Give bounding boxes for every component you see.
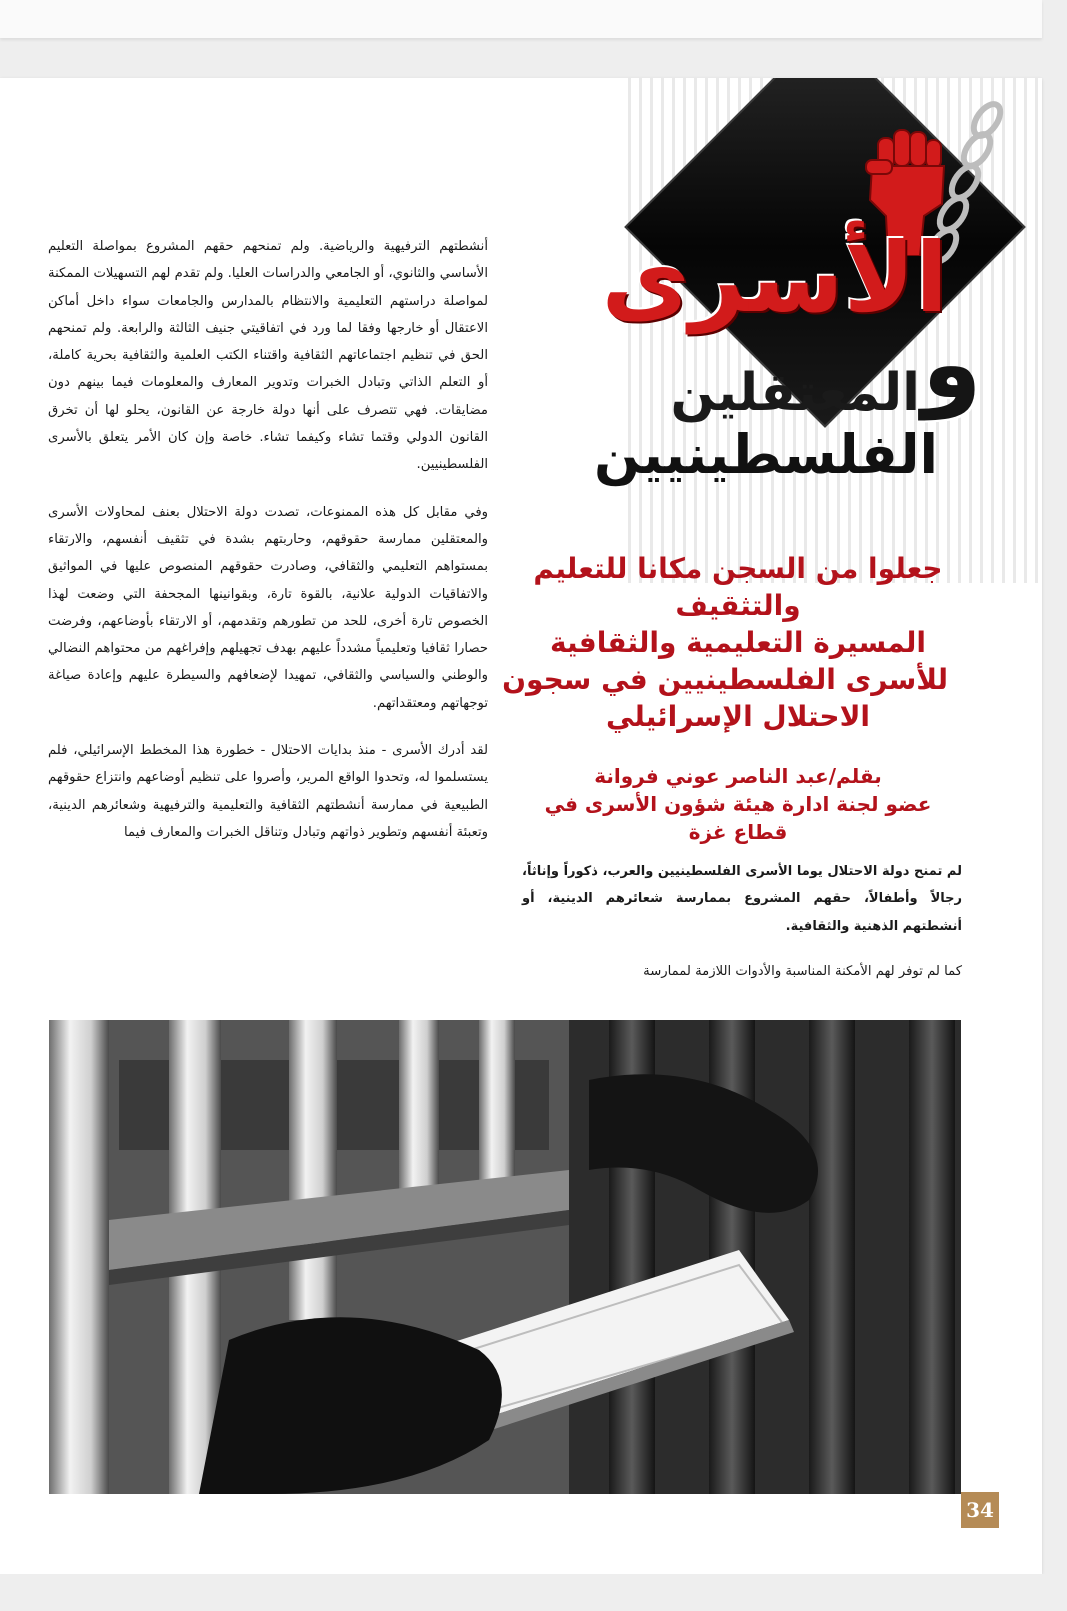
body-column-right [522,858,962,1003]
headline-line: الاحتلال الإسرائيلي [605,700,871,733]
body-column-left [48,233,488,866]
author-name: بقلم/عبد الناصر عوني فروانة [594,764,882,788]
headline-line: جعلوا من السجن مكانا للتعليم [533,552,943,585]
prison-bars-reading-photo [49,1020,961,1494]
lead-paragraph: لم تمنح دولة الاحتلال يوما الأسرى الفلسطينيين والعرب، ذكوراً وإناثاً، رجالاً وأطفالاً، حقهم المشروع بممارسة شعائرهم الدينية، أو أنشطتهم الذهنية والثقافية. [522,864,962,934]
author-title: عضو لجنة ادارة هيئة شؤون الأسرى في [544,792,932,816]
photo-illustration [49,1020,961,1494]
headline-line: والتثقيف [675,589,801,622]
body-paragraph: كما لم توفر لهم الأمكنة المناسبة والأدوات اللازمة لممارسة [643,963,962,979]
body-paragraph: لقد أدرك الأسرى - منذ بدايات الاحتلال - خطورة هذا المخطط الإسرائيلي، فلم يستسلموا له، وتحدوا الواقع المرير، وأصروا على تنظيم أوضاعهم وانتزاع حقوقهم الطبيعية في ممارسة أنشطتهم الثقافية والتعليمية والترفيهية وشعائرهم الدينية، وتعبئة أنفسهم وتطوير ذواتهم وتبادل وتناقل الخبرات والمعارف فيما [48,743,488,840]
author-location: قطاع غزة [688,820,788,844]
logo-title-line3: الفلسطينيين [593,423,938,486]
page-number-badge: 34 [961,1492,999,1528]
logo-title-line2: المعتقلين [670,363,920,423]
author-byline [528,762,948,846]
previous-page-edge [0,0,1042,38]
viewer-bottom-bar [0,1574,1067,1611]
article-headline [502,550,948,735]
logo-title-main: الأسرى [601,222,948,334]
body-paragraph: أنشطتهم الترفيهية والرياضية. ولم تمنحهم حقهم المشروع بمواصلة التعليم الأساسي والثانوي، أو الجامعي والدراسات العليا. ولم تقدم لهم التسهيلات الممكنة لمواصلة دراستهم التعليمية والانتظام بالمدارس والجامعات سواء داخل أماكن الاعتقال أو خارجها وفقا لما ورد في اتفاقيتي جنيف الثالثة والرابعة. ولم تمنحهم الحق في تنظيم اجتماعاتهم الثقافية واقتناء الكتب العلمية والثقافية بحرية كاملة، أو التعلم الذاتي وتبادل الخبرات وتدوير المعارف والمعلومات فيما بينهم دون مضايقات. فهي تتصرف على أنها دولة خارجة عن القانون، يحلو لها أن تخرق القانون الدولي وقتما تشاء وكيفما تشاء. خاصة وإن كان الأمر يتعلق بالأسرى الفلسطينيين. [48,239,488,473]
headline-line: للأسرى الفلسطينيين في سجون [502,663,948,696]
logo-title-conjunction: و [922,308,982,420]
headline-line: المسيرة التعليمية والثقافية [550,626,926,659]
body-paragraph: وفي مقابل كل هذه الممنوعات، تصدت دولة الاحتلال بعنف لمحاولات الأسرى والمعتقلين ممارسة حقوقهم، وحاربتهم بشدة في تثقيف أنفسهم، والارتقاء بمستواهم التعليمي والثقافي، وصادرت حقوقهم المنصوص عليها في المواثيق والاتفاقيات الدولية علانية، بالقوة تارة، وبقوانينها المجحفة التي وضعت لهذا الخصوص تارة أخرى، للحد من تطورهم وتقدمهم، أو الارتقاء بأوضاعهم، وفرضت حصارا ثقافيا وتعليمياً مشدداً عليهم بهدف تجهيلهم وإفراغهم من محتواهم النضالي والوطني والسياسي والثقافي، تمهيدا لإضعافهم والسيطرة عليهم وإعادة صياغة توجهاتهم ومعتقداتهم. [48,504,488,711]
magazine-page [0,78,1042,1574]
